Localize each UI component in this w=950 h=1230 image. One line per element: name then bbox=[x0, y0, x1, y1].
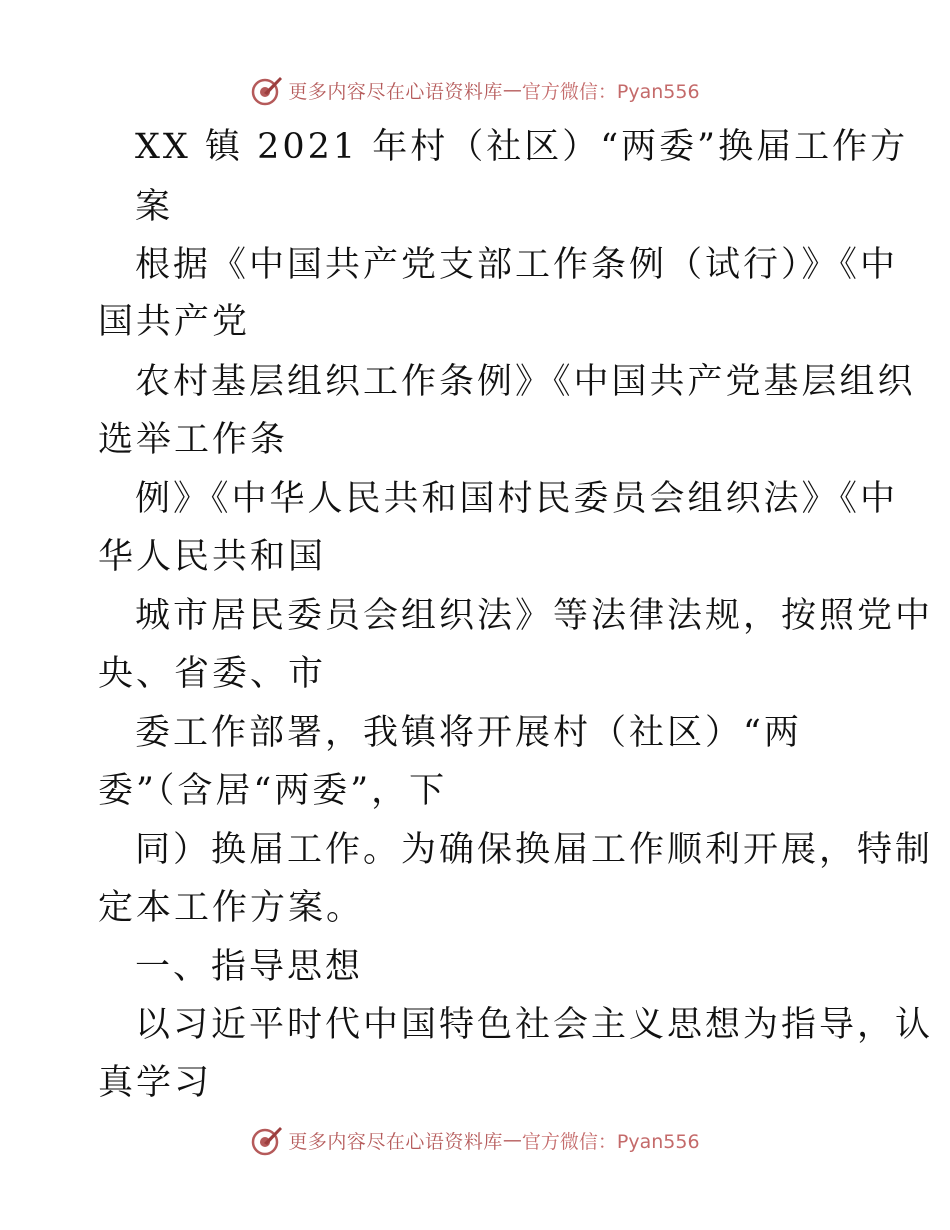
doc-line: 央、省委、市 bbox=[98, 654, 327, 694]
doc-line: 城市居民委员会组织法》等法律法规，按照党中 bbox=[135, 596, 934, 636]
doc-line: 定本工作方案。 bbox=[98, 888, 365, 928]
watermark-wechat: 官方微信：Pyan556 bbox=[521, 80, 700, 103]
doc-line: 委”（含居“两委”，下 bbox=[98, 771, 448, 811]
doc-title-line-2: 案 bbox=[135, 187, 174, 227]
watermark-text: 更多内容尽在心语资料库 bbox=[288, 80, 503, 103]
doc-line: 以习近平时代中国特色社会主义思想为指导，认 bbox=[135, 1005, 934, 1045]
doc-line: 委工作部署，我镇将开展村（社区）“两 bbox=[135, 713, 802, 753]
footer-watermark bbox=[0, 1120, 950, 1160]
quill-seal-icon bbox=[250, 73, 284, 107]
doc-line: 真学习 bbox=[98, 1063, 213, 1103]
watermark-separator: — bbox=[502, 79, 522, 101]
watermark-wechat: 官方微信：Pyan556 bbox=[521, 1130, 700, 1153]
doc-line: 同）换届工作。为确保换届工作顺利开展，特制 bbox=[135, 830, 934, 870]
section-heading: 一、指导思想 bbox=[135, 947, 364, 987]
doc-line: 农村基层组织工作条例》《中国共产党基层组织 bbox=[135, 362, 916, 402]
doc-line: 根据《中国共产党支部工作条例（试行）》《中 bbox=[135, 245, 899, 285]
header-watermark bbox=[0, 70, 950, 110]
watermark-separator: — bbox=[502, 1129, 522, 1151]
doc-line: 选举工作条 bbox=[98, 420, 289, 460]
doc-line: 国共产党 bbox=[98, 302, 251, 342]
doc-line: 例》《中华人民共和国村民委员会组织法》《中 bbox=[135, 479, 899, 519]
doc-title-line-1: XX 镇 2021 年村（社区）“两委”换届工作方 bbox=[135, 127, 909, 167]
doc-line: 华人民共和国 bbox=[98, 537, 327, 577]
quill-seal-icon bbox=[250, 1123, 284, 1157]
watermark-text: 更多内容尽在心语资料库 bbox=[288, 1130, 503, 1153]
